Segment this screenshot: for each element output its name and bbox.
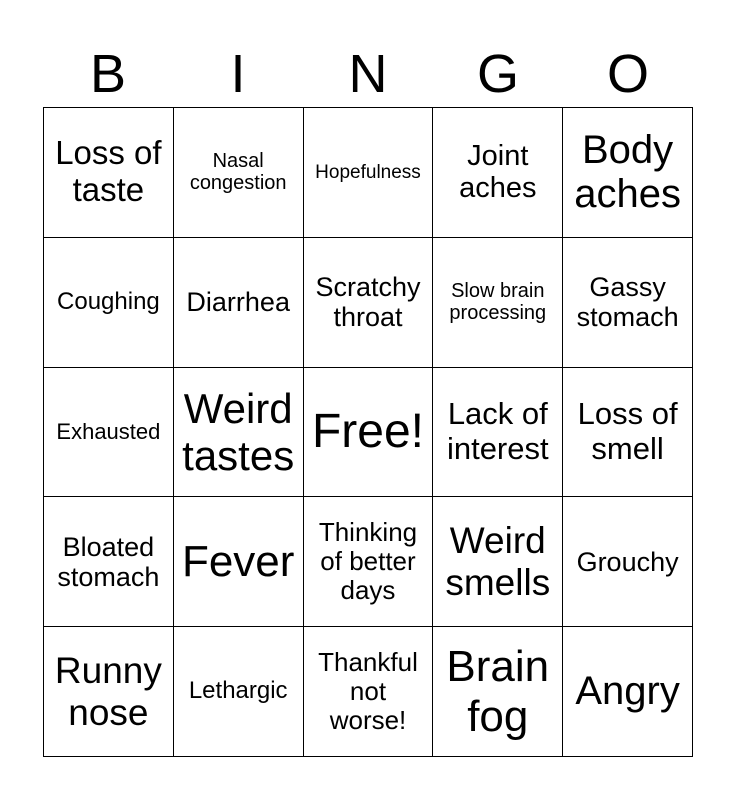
cell-label: Loss of taste [55,134,162,209]
header-letter-b: B [89,44,127,104]
bingo-cell[interactable] [433,368,563,498]
bingo-cell[interactable] [304,108,434,238]
cell-label: Nasal congestion [189,150,287,195]
cell-label: Coughing [57,287,160,315]
cell-label: Hopefulness [315,161,421,183]
bingo-cell[interactable] [433,627,563,757]
bingo-grid [43,107,693,757]
bingo-cell[interactable] [563,238,693,368]
cell-label: Free! [311,405,424,459]
cell-label: Thankful not worse! [318,646,418,736]
cell-label: Weird smells [445,520,551,603]
bingo-cell[interactable] [174,108,304,238]
bingo-cell[interactable] [174,497,304,627]
cell-label: Diarrhea [186,287,290,318]
bingo-cell[interactable] [433,497,563,627]
bingo-cell[interactable] [174,368,304,498]
cell-label: Slow brain processing [449,279,547,325]
cell-label: Joint aches [459,139,537,205]
bingo-cell[interactable] [44,108,174,238]
cell-label: Angry [575,669,680,714]
cell-label: Thinking of better days [318,517,418,606]
bingo-cell[interactable] [304,497,434,627]
cell-label: Brain fog [446,642,550,741]
bingo-cell[interactable] [174,627,304,757]
cell-label: Loss of smell [577,396,678,466]
bingo-cell[interactable] [174,238,304,368]
cell-label: Fever [181,537,295,587]
cell-label: Grouchy [576,546,679,577]
cell-label: Lethargic [188,677,288,705]
bingo-cell[interactable] [44,497,174,627]
header-letter-g: G [476,44,519,104]
cell-label: Bloated stomach [57,531,160,592]
cell-label: Body aches [574,127,681,217]
header-letter-o: O [606,44,649,104]
bingo-cell[interactable] [563,497,693,627]
bingo-cell[interactable] [563,627,693,757]
bingo-cell[interactable] [304,627,434,757]
cell-label: Scratchy throat [315,271,421,333]
bingo-cell[interactable] [433,238,563,368]
bingo-cell[interactable] [433,108,563,238]
bingo-cell[interactable] [44,368,174,498]
header-letter-i: I [230,44,246,104]
cell-label: Runny nose [54,650,162,733]
bingo-cell[interactable] [44,238,174,368]
bingo-cell[interactable] [563,108,693,238]
cell-label: Weird tastes [182,384,295,479]
bingo-cell[interactable] [44,627,174,757]
bingo-cell[interactable] [304,238,434,368]
bingo-header [43,40,693,108]
cell-label: Exhausted [56,418,161,444]
cell-label: Lack of interest [446,396,549,466]
bingo-cell[interactable] [563,368,693,498]
cell-label: Gassy stomach [576,271,679,333]
header-letter-n: N [348,44,388,104]
bingo-cell-free-space[interactable] [304,368,434,498]
